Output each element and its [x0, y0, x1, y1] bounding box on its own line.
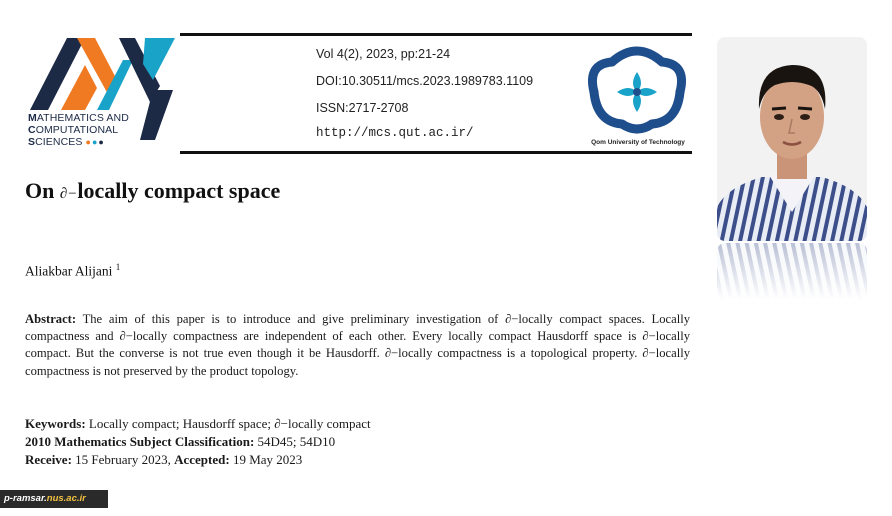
dates: Receive: 15 February 2023, Accepted: 19 May 2023: [25, 452, 303, 467]
journal-doi[interactable]: DOI:10.30511/mcs.2023.1989783.1109: [316, 74, 534, 88]
author-photo-reflection: [717, 243, 867, 299]
journal-issn: ISSN:2717-2708: [316, 101, 409, 115]
msc-classification: 2010 Mathematics Subject Classification: 54D45; 54D10: [25, 434, 336, 449]
university-logo: [582, 42, 692, 137]
abstract: Abstract: The aim of this paper is to introduce and give preliminary investigation of ∂−locally compact spaces. Locally compactness and ∂−locally compactness are independent of each other. Every locally compact Hausdorff space is ∂−locally compact. But the converse is not true even though it be Hausdorff. ∂−locally compactness is a topological property. ∂−locally compactness is not preserved by the product topology.: [25, 312, 690, 378]
paper-title: On ∂−locally compact space: [25, 178, 281, 203]
journal-volume: Vol 4(2), 2023, pp:21-24: [316, 47, 451, 61]
journal-url[interactable]: http://mcs.qut.ac.ir/: [316, 126, 474, 140]
journal-logo-text: MATHEMATICS AND COMPUTATIONAL SCIENCES ●●●: [28, 112, 129, 148]
keywords: Keywords: Locally compact; Hausdorff space; ∂−locally compact: [25, 416, 371, 431]
author-photo: [717, 37, 867, 241]
university-name: Qom University of Technology: [591, 139, 685, 146]
author-name: Aliakbar Alijani $^1$: [25, 262, 121, 279]
header-bottom-rule: [180, 151, 692, 154]
header-top-rule: [180, 33, 692, 36]
dots-icon: ●●●: [85, 137, 105, 147]
site-badge[interactable]: p-ramsar.nus.ac.ir: [0, 490, 108, 508]
